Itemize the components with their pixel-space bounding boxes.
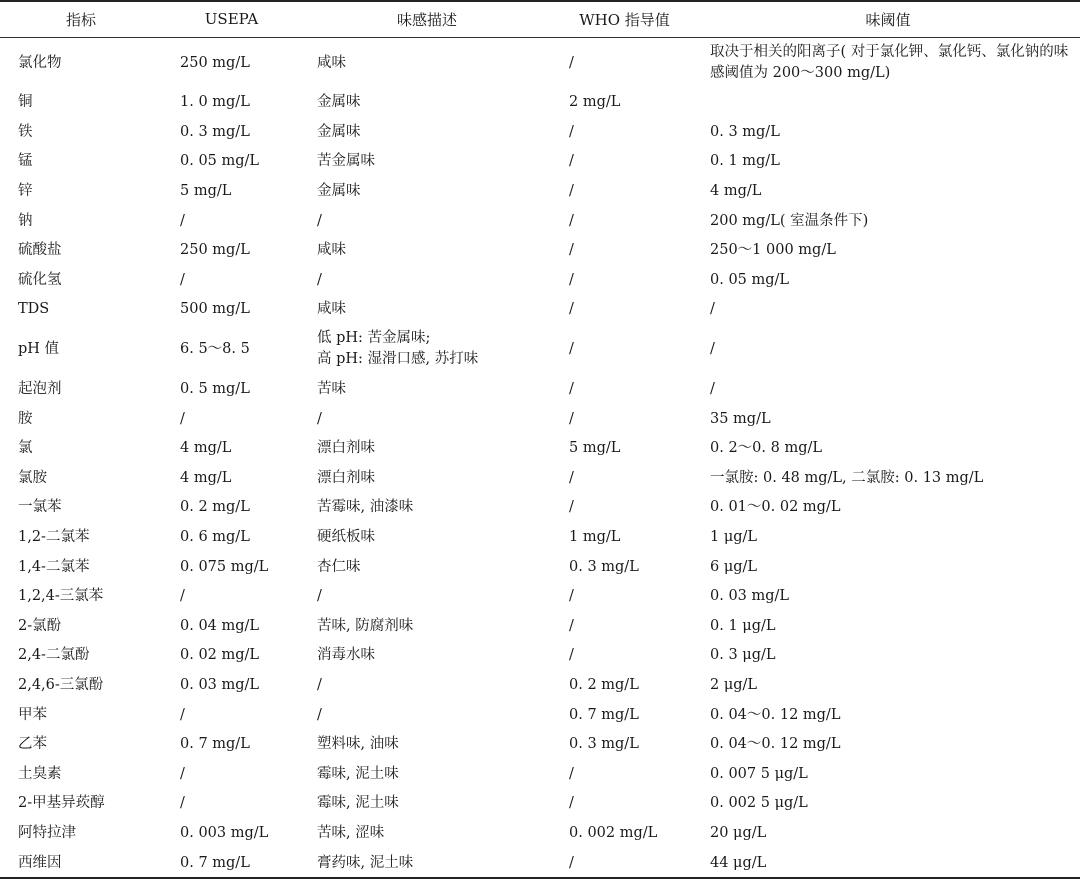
cell-indicator: 铁 xyxy=(18,123,33,140)
cell-indicator: 1,2,4-三氯苯 xyxy=(18,588,104,605)
cell-taste-description: / xyxy=(317,676,322,693)
cell-taste-threshold: 200 mg/L( 室温条件下) xyxy=(710,212,869,229)
cell-taste-description: 漂白剂味 xyxy=(317,469,375,486)
cell-taste-description: 硬纸板味 xyxy=(317,529,375,546)
cell-usepa: / xyxy=(180,765,185,782)
cell-indicator: 氯化物 xyxy=(18,54,62,71)
cell-taste-threshold: 0. 007 5 μg/L xyxy=(710,765,808,782)
cell-taste-description: 苦味, 防腐剂味 xyxy=(317,617,414,634)
cell-usepa: 0. 2 mg/L xyxy=(180,499,250,516)
table-row xyxy=(0,700,1080,730)
table-row xyxy=(0,493,1080,523)
cell-indicator: 2,4,6-三氯酚 xyxy=(18,676,104,693)
header-indicator: 指标 xyxy=(0,1,162,37)
cell-usepa: 0. 003 mg/L xyxy=(180,824,269,841)
table-row xyxy=(0,117,1080,147)
cell-taste-threshold: 6 μg/L xyxy=(710,558,758,575)
cell-taste-description: 消毒水味 xyxy=(317,647,375,664)
cell-taste-description: 膏药味, 泥土味 xyxy=(301,848,553,879)
table-row xyxy=(0,789,1080,819)
cell-taste-description: / xyxy=(317,706,322,723)
cell-usepa: 1. 0 mg/L xyxy=(180,94,250,111)
cell-taste-description: 咸味 xyxy=(317,54,346,71)
cell-taste-threshold: 0. 05 mg/L xyxy=(710,271,790,288)
cell-usepa: 250 mg/L xyxy=(180,54,250,71)
header-taste-description: 味感描述 xyxy=(301,1,553,37)
cell-who-guideline: 0. 2 mg/L xyxy=(569,676,639,693)
cell-taste-description: / xyxy=(317,588,322,605)
cell-usepa: / xyxy=(180,588,185,605)
cell-taste-description: 霉味, 泥土味 xyxy=(317,765,399,782)
cell-usepa: 0. 02 mg/L xyxy=(180,647,260,664)
cell-usepa: / xyxy=(180,410,185,427)
cell-taste-threshold: 0. 1 μg/L xyxy=(710,617,776,634)
cell-usepa: 0. 04 mg/L xyxy=(180,617,260,634)
table-row xyxy=(0,147,1080,177)
cell-usepa: 0. 7 mg/L xyxy=(162,848,301,879)
cell-taste-threshold: 0. 3 mg/L xyxy=(710,123,780,140)
cell-usepa: 6. 5～8. 5 xyxy=(180,341,250,358)
cell-indicator: 土臭素 xyxy=(18,765,62,782)
cell-indicator: 硫化氢 xyxy=(18,271,62,288)
cell-who-guideline: / xyxy=(569,341,574,358)
cell-indicator: 2-甲基异莰醇 xyxy=(18,795,105,812)
cell-taste-threshold: 1 μg/L xyxy=(710,529,758,546)
cell-who-guideline: / xyxy=(569,617,574,634)
header-row xyxy=(0,1,1080,37)
cell-who-guideline: / xyxy=(569,795,574,812)
cell-taste-description: 塑料味, 油味 xyxy=(317,736,399,753)
cell-taste-threshold: 2 μg/L xyxy=(710,676,758,693)
cell-who-guideline: / xyxy=(569,183,574,200)
cell-taste-description: 苦金属味 xyxy=(317,153,375,170)
cell-who-guideline: 0. 7 mg/L xyxy=(569,706,639,723)
cell-who-guideline: / xyxy=(553,848,696,879)
table-row xyxy=(0,552,1080,582)
cell-who-guideline: / xyxy=(569,647,574,664)
cell-indicator: TDS xyxy=(18,301,50,318)
cell-taste-description: 苦味 xyxy=(317,381,346,398)
table-row xyxy=(0,176,1080,206)
cell-taste-threshold: 20 μg/L xyxy=(710,824,767,841)
cell-indicator: 乙苯 xyxy=(18,736,47,753)
cell-taste-threshold: 0. 3 μg/L xyxy=(710,647,776,664)
cell-who-guideline: / xyxy=(569,410,574,427)
cell-who-guideline: 0. 3 mg/L xyxy=(569,736,639,753)
cell-who-guideline: / xyxy=(569,153,574,170)
cell-usepa: / xyxy=(180,271,185,288)
cell-taste-description: 金属味 xyxy=(317,123,361,140)
cell-usepa: / xyxy=(180,795,185,812)
cell-usepa: 250 mg/L xyxy=(180,242,250,259)
cell-who-guideline: 0. 002 mg/L xyxy=(569,824,658,841)
cell-usepa: 0. 075 mg/L xyxy=(180,558,269,575)
cell-indicator: 阿特拉津 xyxy=(18,824,76,841)
cell-indicator: pH 值 xyxy=(18,341,60,358)
cell-indicator: 氯胺 xyxy=(18,469,47,486)
cell-usepa: / xyxy=(180,706,185,723)
table-row xyxy=(0,265,1080,295)
table-row xyxy=(0,670,1080,700)
cell-taste-description: 苦味, 涩味 xyxy=(317,824,385,841)
cell-taste-threshold: 0. 002 5 μg/L xyxy=(710,795,808,812)
header-who-guideline: WHO 指导值 xyxy=(553,1,696,37)
cell-taste-threshold: 35 mg/L xyxy=(710,410,771,427)
cell-taste-threshold: 0. 2～0. 8 mg/L xyxy=(710,440,822,457)
table-row xyxy=(0,324,1080,374)
cell-who-guideline: / xyxy=(569,499,574,516)
cell-taste-threshold xyxy=(696,88,1080,118)
cell-who-guideline: / xyxy=(569,123,574,140)
cell-taste-description: 苦霉味, 油漆味 xyxy=(317,499,414,516)
cell-usepa: 0. 7 mg/L xyxy=(180,736,250,753)
cell-indicator: 西维因 xyxy=(0,848,162,879)
cell-indicator: 2-氯酚 xyxy=(18,617,62,634)
table-row xyxy=(0,374,1080,404)
cell-taste-description: / xyxy=(317,271,322,288)
cell-taste-threshold: 0. 01～0. 02 mg/L xyxy=(710,499,841,516)
table-row xyxy=(0,404,1080,434)
cell-who-guideline: 0. 3 mg/L xyxy=(569,558,639,575)
cell-taste-description: 低 pH: 苦金属味; 高 pH: 湿滑口感, 苏打味 xyxy=(317,330,479,368)
cell-who-guideline: 1 mg/L xyxy=(569,529,621,546)
cell-indicator: 锰 xyxy=(18,153,33,170)
table-row xyxy=(0,88,1080,118)
cell-taste-threshold: 0. 04～0. 12 mg/L xyxy=(710,706,841,723)
cell-usepa: 0. 3 mg/L xyxy=(180,123,250,140)
table-row xyxy=(0,37,1080,88)
cell-usepa: 4 mg/L xyxy=(180,469,232,486)
cell-taste-description: 杏仁味 xyxy=(317,558,361,575)
cell-taste-threshold: 0. 1 mg/L xyxy=(710,153,780,170)
cell-taste-description: 霉味, 泥土味 xyxy=(317,795,399,812)
cell-usepa: / xyxy=(180,212,185,229)
cell-who-guideline: / xyxy=(569,301,574,318)
table-row xyxy=(0,759,1080,789)
table-row xyxy=(0,818,1080,848)
cell-indicator: 2,4-二氯酚 xyxy=(18,647,90,664)
cell-usepa: 500 mg/L xyxy=(180,301,250,318)
cell-indicator: 甲苯 xyxy=(18,706,47,723)
header-taste-threshold: 味阈值 xyxy=(696,1,1080,37)
cell-usepa: 0. 03 mg/L xyxy=(180,676,260,693)
cell-indicator: 胺 xyxy=(18,410,33,427)
cell-who-guideline: / xyxy=(569,212,574,229)
cell-taste-threshold: / xyxy=(710,301,715,318)
table-row xyxy=(0,641,1080,671)
cell-taste-threshold: 一氯胺: 0. 48 mg/L, 二氯胺: 0. 13 mg/L xyxy=(710,469,984,486)
table-row xyxy=(0,235,1080,265)
cell-taste-threshold: 0. 04～0. 12 mg/L xyxy=(710,736,841,753)
cell-taste-description: 咸味 xyxy=(317,301,346,318)
cell-taste-description: 漂白剂味 xyxy=(317,440,375,457)
cell-taste-description: 金属味 xyxy=(317,183,361,200)
cell-taste-description: 金属味 xyxy=(317,94,361,111)
cell-indicator: 1,4-二氯苯 xyxy=(18,558,90,575)
table-row xyxy=(0,729,1080,759)
table-row xyxy=(0,581,1080,611)
cell-taste-threshold: 44 μg/L xyxy=(696,848,1080,879)
cell-indicator: 氯 xyxy=(18,440,33,457)
header-usepa: USEPA xyxy=(162,1,301,37)
table-body xyxy=(0,37,1080,878)
cell-usepa: 0. 6 mg/L xyxy=(180,529,250,546)
cell-who-guideline: 2 mg/L xyxy=(569,94,621,111)
table-row xyxy=(0,848,1080,879)
table-row xyxy=(0,433,1080,463)
cell-indicator: 钠 xyxy=(18,212,33,229)
table-row xyxy=(0,206,1080,236)
cell-taste-threshold: 4 mg/L xyxy=(710,183,762,200)
cell-who-guideline: 5 mg/L xyxy=(569,440,621,457)
table-row xyxy=(0,522,1080,552)
cell-indicator: 起泡剂 xyxy=(18,381,62,398)
cell-who-guideline: / xyxy=(569,242,574,259)
cell-who-guideline: / xyxy=(569,381,574,398)
cell-usepa: 0. 5 mg/L xyxy=(180,381,250,398)
cell-who-guideline: / xyxy=(569,588,574,605)
cell-taste-threshold: 0. 03 mg/L xyxy=(710,588,790,605)
cell-indicator: 硫酸盐 xyxy=(18,242,62,259)
cell-taste-threshold: / xyxy=(710,381,715,398)
cell-indicator: 铜 xyxy=(18,94,33,111)
cell-usepa: 5 mg/L xyxy=(180,183,232,200)
cell-who-guideline: / xyxy=(569,271,574,288)
cell-who-guideline: / xyxy=(569,54,574,71)
cell-indicator: 1,2-二氯苯 xyxy=(18,529,90,546)
cell-taste-threshold: / xyxy=(710,341,715,358)
cell-taste-description: / xyxy=(317,410,322,427)
cell-indicator: 锌 xyxy=(18,183,33,200)
cell-indicator: 一氯苯 xyxy=(18,499,62,516)
table-row xyxy=(0,463,1080,493)
cell-usepa: 4 mg/L xyxy=(180,440,232,457)
table-header xyxy=(0,1,1080,37)
table-row xyxy=(0,295,1080,325)
cell-taste-threshold: 取决于相关的阳离子( 对于氯化钾、氯化钙、氯化钠的味感阈值为 200～300 mg/L) xyxy=(710,43,1069,81)
table-row xyxy=(0,611,1080,641)
cell-taste-threshold: 250～1 000 mg/L xyxy=(710,242,836,259)
cell-taste-description: / xyxy=(317,212,322,229)
cell-who-guideline: / xyxy=(569,469,574,486)
cell-usepa: 0. 05 mg/L xyxy=(180,153,260,170)
cell-who-guideline: / xyxy=(569,765,574,782)
cell-taste-description: 咸味 xyxy=(317,242,346,259)
